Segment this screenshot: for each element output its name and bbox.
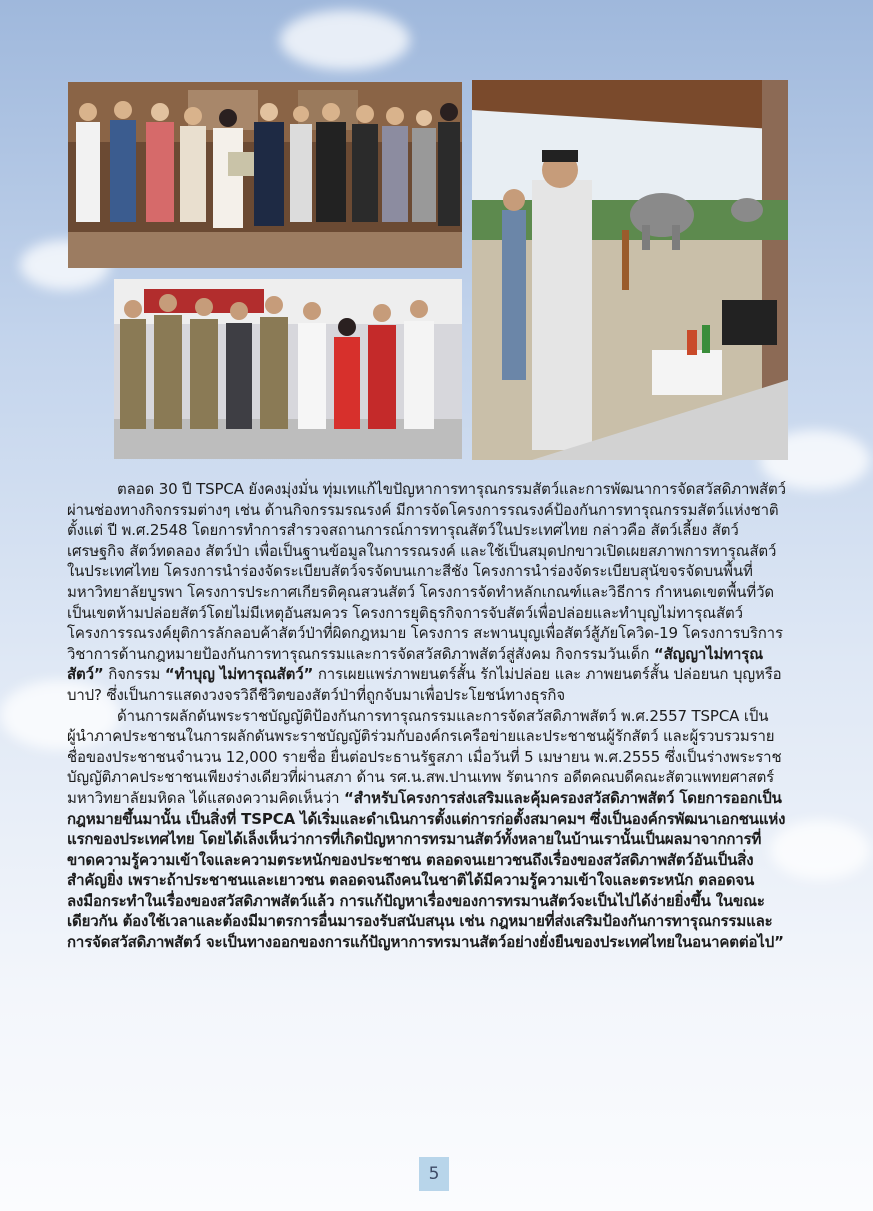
paragraph-legislation: [67, 706, 787, 953]
page-number: 5: [419, 1157, 449, 1191]
background-cloud: [280, 10, 410, 70]
paragraph-text: กิจกรรม: [103, 665, 165, 684]
paragraph-text: ด้านการผลักดันพระราชบัญญัติป้องกันการทารุณกรรมและการจัดสวัสดิภาพสัตว์ พ.ศ.2557 TSPCA เป็นผู้นำภาคประชาชนในการผลักดันพระราชบัญญัติร่วมกับองค์กรเครือข่ายและประชาชนผู้รักสัตว์ และผู้รวบรวมรายชื่อของประชาชนจำนวน 12,000 รายชื่อ ยื่นต่อประธานรัฐสภา เมื่อวันที่ 5 เมษายน พ.ศ.2555 ซึ่งเป็นร่างพระราชบัญญัติภาคประชาชนเพียงร่างเดียวที่ผ่านสภา ด้าน รศ.น.สพ.ปานเทพ รัตนากร อดีตคณบดีคณะสัตวแพทยศาสตร์ มหาวิทยาลัยมหิดล ได้แสดงความคิดเห็นว่า: [67, 706, 782, 807]
paragraph-activities: [67, 479, 787, 706]
paragraph-text: การเผยแพร่ภาพยนตร์สั้น รักไม่ปล่อย และ ภาพยนตร์สั้น ปล่อยนก บุญหรือบาป? ซึ่งเป็นการแสดงวงจรวิถีชีวิตของสัตว์ป่าที่ถูกจับมาเพื่อประโยชน์ทางธุรกิจ: [67, 665, 782, 704]
bold-quote: “สำหรับโครงการส่งเสริมและคุ้มครองสวัสดิภาพสัตว์ โดยการออกเป็นกฎหมายขึ้นมานั้น เป็นสิ่งที่ TSPCA ได้เริ่มและดำเนินการตั้งแต่การก่อตั้งสมาคมฯ ซึ่งเป็นองค์กรพัฒนาเอกชนแห่งแรกของประเทศไทย โดยได้เล็งเห็นว่าการที่เกิดปัญหาการทรมานสัตว์ทั้งหลายในบ้านเรานั้นเป็นผลมาจากการที่ขาดความรู้ความเข้าใจและความตระหนักของประชาชน ตลอดจนเยาวชนถึงเรื่องของสวัสดิภาพสัตว์อันเป็นสิ่งสำคัญยิ่ง เพราะถ้าประชาชนและเยาวชน ตลอดจนถึงคนในชาติได้มีความรู้ความเข้าใจและตระหนัก ตลอดจนลงมือกระทำในเรื่องของสวัสดิภาพสัตว์แล้ว การแก้ปัญหาเรื่องของการทรมานสัตว์จะเป็นไปได้ง่ายยิ่งขึ้น ในขณะเดียวกัน ต้องใช้เวลาและต้องมีมาตรการอื่นมารองรับสนับสนุน เช่น กฎหมายที่ส่งเสริมป้องกันการทารุณกรรมและการจัดสวัสดิภาพสัตว์ จะเป็นทางออกของการแก้ปัญหาการทรมานสัตว์อย่างยั่งยืนของประเทศไทยในอนาคตต่อไป”: [67, 788, 786, 952]
photo-officials-group: [114, 279, 462, 459]
paragraph-text: ตลอด 30 ปี TSPCA ยังคงมุ่งมั่น ทุ่มเทแก้ไขปัญหาการทารุณกรรมสัตว์และการพัฒนาการจัดสวัสดิภาพสัตว์ ผ่านช่องทางกิจกรรมต่างๆ เช่น ด้านกิจกรรมรณรงค์ มีการจัดโครงการรณรงค์ป้องกันการทารุณกรรมสัตว์แห่งชาติ ตั้งแต่ ปี พ.ศ.2548 โดยการทำการสำรวจสถานการณ์การทารุณสัตว์ในประเทศไทย กล่าวคือ สัตว์เลี้ยง สัตว์เศรษฐกิจ สัตว์ทดลอง สัตว์ป่า เพื่อเป็นฐานข้อมูลในการรณรงค์ และใช้เป็นสมุดปกขาวเปิดเผยสภาพการทารุณสัตว์ในประเทศไทย โครงการนำร่องจัดระเบียบสัตว์จรจัดบนเกาะสีชัง โครงการนำร่องจัดระเบียบสุนัขจรจัดบนพื้นที่มหาวิทยาลัยบูรพา โครงการประกาศเกียรติคุณสวนสัตว์ โครงการจัดทำหลักเกณฑ์และวิธีการ กำหนดเขตพื้นที่วัดเป็นเขตห้ามปล่อยสัตว์โดยไม่มีเหตุอันสมควร โครงการยุติธุรกิจการจับสัตว์เพื่อปล่อยและทำบุญไม่ทารุณสัตว์ โครงการรณรงค์ยุติการลักลอบค้าสัตว์ป่าที่ผิดกฎหมาย โครงการ สะพานบุญเพื่อสัตว์สู้ภัยโควิด-19 โครงการบริการวิชาการด้านกฎหมายป้องกันการทารุณกรรมและการจัดสวัสดิภาพสัตว์สู่สังคม กิจกรรมวันเด็ก: [67, 480, 786, 663]
photo-group-ceremony: [68, 82, 462, 268]
bold-campaign-name: “สัญญาไม่ทารุณสัตว์”: [67, 644, 763, 684]
article-body: [67, 479, 787, 953]
photo-elephant-vet: [472, 80, 788, 460]
bold-campaign-name: “ทำบุญ ไม่ทารุณสัตว์”: [164, 665, 314, 684]
